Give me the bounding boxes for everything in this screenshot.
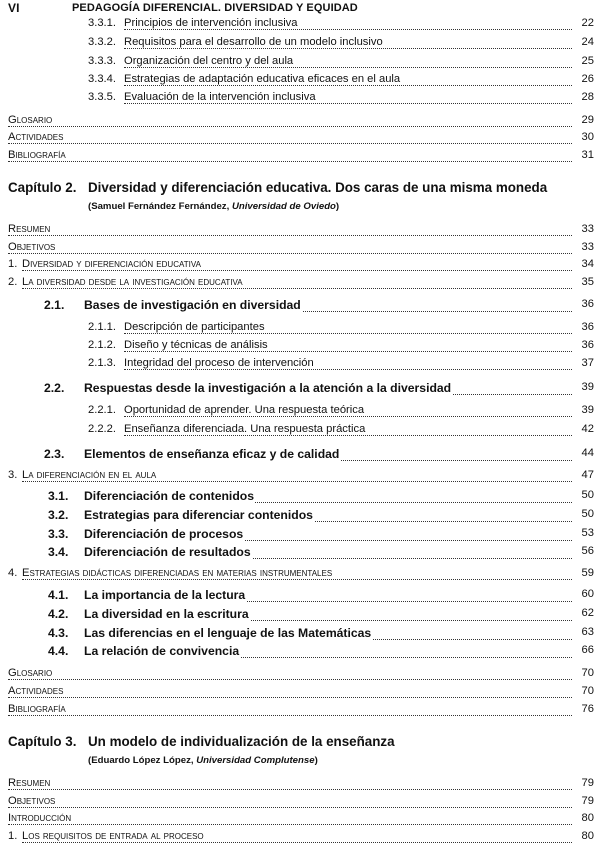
toc-entry-page: 60 xyxy=(581,588,594,600)
toc-entry[interactable] xyxy=(0,91,600,107)
chapter-text: Capítulo 2. xyxy=(8,180,77,195)
toc-entry-glosario[interactable] xyxy=(0,114,600,130)
toc-entry[interactable] xyxy=(0,508,600,524)
toc-entry-label: Diferenciación de contenidos xyxy=(84,489,254,503)
chapter-text: Universidad Complutense xyxy=(196,755,315,766)
toc-entry[interactable] xyxy=(0,812,600,828)
toc-entry-label: La diversidad desde la investigación educativa xyxy=(22,276,243,288)
toc-entry-label: Objetivos xyxy=(8,795,56,807)
toc-entry-number: 3. xyxy=(8,469,18,481)
toc-entry-number: 2.3. xyxy=(44,447,65,461)
dot-leader xyxy=(8,714,572,716)
toc-entry-label: Estrategias de adaptación educativa eficaces en el aula xyxy=(124,73,401,85)
page-number: VI xyxy=(8,1,20,15)
chapter-title: Diversidad y diferenciación educativa. Dos caras de una misma moneda xyxy=(88,180,548,195)
toc-entry[interactable] xyxy=(0,644,600,660)
toc-entry-number: 2.1.3. xyxy=(88,357,116,369)
toc-entry-page: 80 xyxy=(581,812,594,824)
toc-entry-number: 1. xyxy=(8,830,18,842)
toc-entry[interactable] xyxy=(0,321,600,337)
toc-entry-number: 2.2.1. xyxy=(88,404,116,416)
dot-leader xyxy=(8,125,572,127)
toc-entry-page: 39 xyxy=(581,381,594,393)
dot-leader xyxy=(8,806,572,808)
toc-entry-label: Principios de intervención inclusiva xyxy=(124,17,298,29)
toc-entry-page: 36 xyxy=(581,339,594,351)
toc-entry-label: Organización del centro y del aula xyxy=(124,55,294,67)
toc-entry[interactable] xyxy=(0,258,600,274)
toc-entry-label: Estrategias didácticas diferenciadas en materias instrumentales xyxy=(22,567,333,579)
toc-entry-page: 47 xyxy=(581,469,594,481)
toc-entry-page: 50 xyxy=(581,489,594,501)
toc-entry-label: Diferenciación de resultados xyxy=(84,545,251,559)
toc-entry[interactable] xyxy=(0,626,600,642)
chapter-text: ) xyxy=(335,201,340,212)
toc-entry-page: 26 xyxy=(581,73,594,85)
dot-leader xyxy=(8,234,572,236)
toc-entry[interactable] xyxy=(0,489,600,505)
toc-entry-page: 80 xyxy=(581,830,594,842)
toc-entry-number: 2.1. xyxy=(44,298,65,312)
toc-entry-label: Enseñanza diferenciada. Una respuesta práctica xyxy=(124,423,366,435)
chapter-title: Un modelo de individualización de la enseñanza xyxy=(88,734,395,749)
toc-entry[interactable] xyxy=(0,469,600,485)
chapter-text: Universidad de Oviedo xyxy=(231,201,336,212)
toc-entry-number: 4. xyxy=(8,567,18,579)
toc-entry-label: Requisitos para el desarrollo de un modelo inclusivo xyxy=(124,36,383,48)
toc-entry-label: Diversidad y diferenciación educativa xyxy=(22,258,201,270)
toc-entry-page: 70 xyxy=(581,685,594,697)
toc-entry[interactable] xyxy=(0,357,600,373)
toc-entry-page: 22 xyxy=(581,17,594,29)
toc-entry-label: Bibliografía xyxy=(8,703,66,715)
toc-entry[interactable] xyxy=(0,777,600,793)
toc-entry[interactable] xyxy=(0,223,600,239)
toc-entry-number: 2.1.2. xyxy=(88,339,116,351)
toc-entry-label: Introducción xyxy=(8,812,72,824)
toc-entry-page: 70 xyxy=(581,667,594,679)
toc-entry[interactable] xyxy=(0,55,600,71)
toc-entry-number: 3.3.3. xyxy=(88,55,116,67)
toc-entry-number: 3.3.1. xyxy=(88,17,116,29)
chapter-text: Capítulo 3. xyxy=(8,734,77,749)
toc-entry-label: Elementos de enseñanza eficaz y de calidad xyxy=(84,447,340,461)
toc-entry-page: 36 xyxy=(581,298,594,310)
toc-entry-page: 25 xyxy=(581,55,594,67)
toc-entry-label: Los requisitos de entrada al proceso xyxy=(22,830,204,842)
chapter-text: (Eduardo López López, xyxy=(88,755,197,766)
toc-entry-page: 31 xyxy=(581,149,594,161)
toc-entry-number: 1. xyxy=(8,258,18,270)
toc-entry[interactable] xyxy=(0,276,600,292)
toc-entry-number: 3.3.4. xyxy=(88,73,116,85)
toc-entry-page: 62 xyxy=(581,607,594,619)
toc-entry[interactable] xyxy=(0,607,600,623)
toc-entry-page: 79 xyxy=(581,795,594,807)
toc-entry-bibliografia[interactable] xyxy=(0,149,600,165)
toc-entry[interactable] xyxy=(0,36,600,52)
toc-entry[interactable] xyxy=(0,17,600,33)
toc-entry[interactable] xyxy=(0,588,600,604)
toc-entry[interactable] xyxy=(0,667,600,683)
toc-entry-number: 3.3.5. xyxy=(88,91,116,103)
toc-entry-label: Diseño y técnicas de análisis xyxy=(124,339,268,351)
toc-entry-label: La diversidad en la escritura xyxy=(84,607,249,621)
toc-entry-page: 59 xyxy=(581,567,594,579)
toc-entry[interactable] xyxy=(0,73,600,89)
toc-entry-page: 76 xyxy=(581,703,594,715)
toc-entry-label: La importancia de la lectura xyxy=(84,588,246,602)
toc-entry-label: Estrategias para diferenciar contenidos xyxy=(84,508,313,522)
toc-entry[interactable] xyxy=(0,830,600,846)
toc-entry-label: La diferenciación en el aula xyxy=(22,469,157,481)
toc-entry-label: Bases de investigación en diversidad xyxy=(84,298,301,312)
toc-entry-page: 53 xyxy=(581,527,594,539)
toc-entry-page: 42 xyxy=(581,423,594,435)
toc-entry-page: 56 xyxy=(581,545,594,557)
toc-entry-number: 3.3. xyxy=(48,527,69,541)
toc-entry[interactable] xyxy=(0,795,600,811)
running-title: PEDAGOGÍA DIFERENCIAL. DIVERSIDAD Y EQUIDAD xyxy=(72,2,358,14)
toc-entry-number: 4.4. xyxy=(48,644,69,658)
toc-entry-page: 35 xyxy=(581,276,594,288)
toc-entry[interactable] xyxy=(0,703,600,719)
toc-entry-label: Resumen xyxy=(8,777,51,789)
toc-entry-page: 44 xyxy=(581,447,594,459)
toc-entry-label: Las diferencias en el lenguaje de las Matemáticas xyxy=(84,626,372,640)
toc-entry-page: 39 xyxy=(581,404,594,416)
toc-entry[interactable] xyxy=(0,545,600,561)
toc-entry-page: 37 xyxy=(581,357,594,369)
toc-entry[interactable] xyxy=(0,685,600,701)
toc-entry-label: Actividades xyxy=(8,131,64,143)
toc-entry[interactable] xyxy=(0,423,600,439)
toc-entry-number: 3.2. xyxy=(48,508,69,522)
toc-entry-number: 2. xyxy=(8,276,18,288)
toc-entry-label: Objetivos xyxy=(8,241,56,253)
chapter-text: ) xyxy=(314,755,318,766)
toc-entry-page: 29 xyxy=(581,114,594,126)
toc-entry-label: Diferenciación de procesos xyxy=(84,527,244,541)
toc-entry-label: Oportunidad de aprender. Una respuesta teórica xyxy=(124,404,365,416)
dot-leader xyxy=(8,696,572,698)
toc-entry-page: 79 xyxy=(581,777,594,789)
toc-entry-actividades[interactable] xyxy=(0,131,600,147)
toc-entry-page: 30 xyxy=(581,131,594,143)
toc-entry-number: 4.1. xyxy=(48,588,69,602)
toc-entry-label: Descripción de participantes xyxy=(124,321,265,333)
toc-entry-page: 28 xyxy=(581,91,594,103)
toc-entry[interactable] xyxy=(0,404,600,420)
toc-entry-page: 63 xyxy=(581,626,594,638)
toc-entry-label: Glosario xyxy=(8,667,53,679)
toc-entry-number: 2.1.1. xyxy=(88,321,116,333)
toc-entry-number: 3.4. xyxy=(48,545,69,559)
toc-entry-number: 2.2. xyxy=(44,381,65,395)
toc-entry[interactable] xyxy=(0,567,600,583)
toc-entry-page: 24 xyxy=(581,36,594,48)
toc-entry-number: 3.1. xyxy=(48,489,69,503)
toc-entry[interactable] xyxy=(0,381,600,397)
toc-entry-page: 36 xyxy=(581,321,594,333)
toc-entry-number: 4.2. xyxy=(48,607,69,621)
running-header xyxy=(8,0,592,16)
chapter-author xyxy=(88,201,339,212)
toc-entry-number: 2.2.2. xyxy=(88,423,116,435)
toc-entry[interactable] xyxy=(0,298,600,314)
toc-entry-page: 66 xyxy=(581,644,594,656)
toc-entry-label: Respuestas desde la investigación a la atención a la diversidad xyxy=(84,381,452,395)
chapter-text: (Samuel Fernández Fernández, xyxy=(88,201,232,212)
toc-entry-page: 33 xyxy=(581,241,594,253)
dot-leader xyxy=(8,142,572,144)
toc-entry-label: Bibliografía xyxy=(8,149,66,161)
toc-entry-page: 33 xyxy=(581,223,594,235)
toc-entry-label: La relación de convivencia xyxy=(84,644,240,658)
toc-entry-label: Glosario xyxy=(8,114,53,126)
dot-leader xyxy=(8,678,572,680)
toc-entry-page: 50 xyxy=(581,508,594,520)
dot-leader xyxy=(8,252,572,254)
toc-entry[interactable] xyxy=(0,527,600,543)
chapter-author xyxy=(88,755,318,766)
toc-entry[interactable] xyxy=(0,241,600,257)
toc-entry-label: Resumen xyxy=(8,223,51,235)
toc-entry-number: 3.3.2. xyxy=(88,36,116,48)
toc-entry-label: Actividades xyxy=(8,685,64,697)
toc-entry-label: Integridad del proceso de intervención xyxy=(124,357,314,369)
dot-leader xyxy=(8,788,572,790)
toc-entry-label: Evaluación de la intervención inclusiva xyxy=(124,91,316,103)
toc-entry[interactable] xyxy=(0,339,600,355)
dot-leader xyxy=(8,160,572,162)
toc-entry-number: 4.3. xyxy=(48,626,69,640)
toc-entry-page: 34 xyxy=(581,258,594,270)
toc-entry[interactable] xyxy=(0,447,600,463)
dot-leader xyxy=(8,823,572,825)
